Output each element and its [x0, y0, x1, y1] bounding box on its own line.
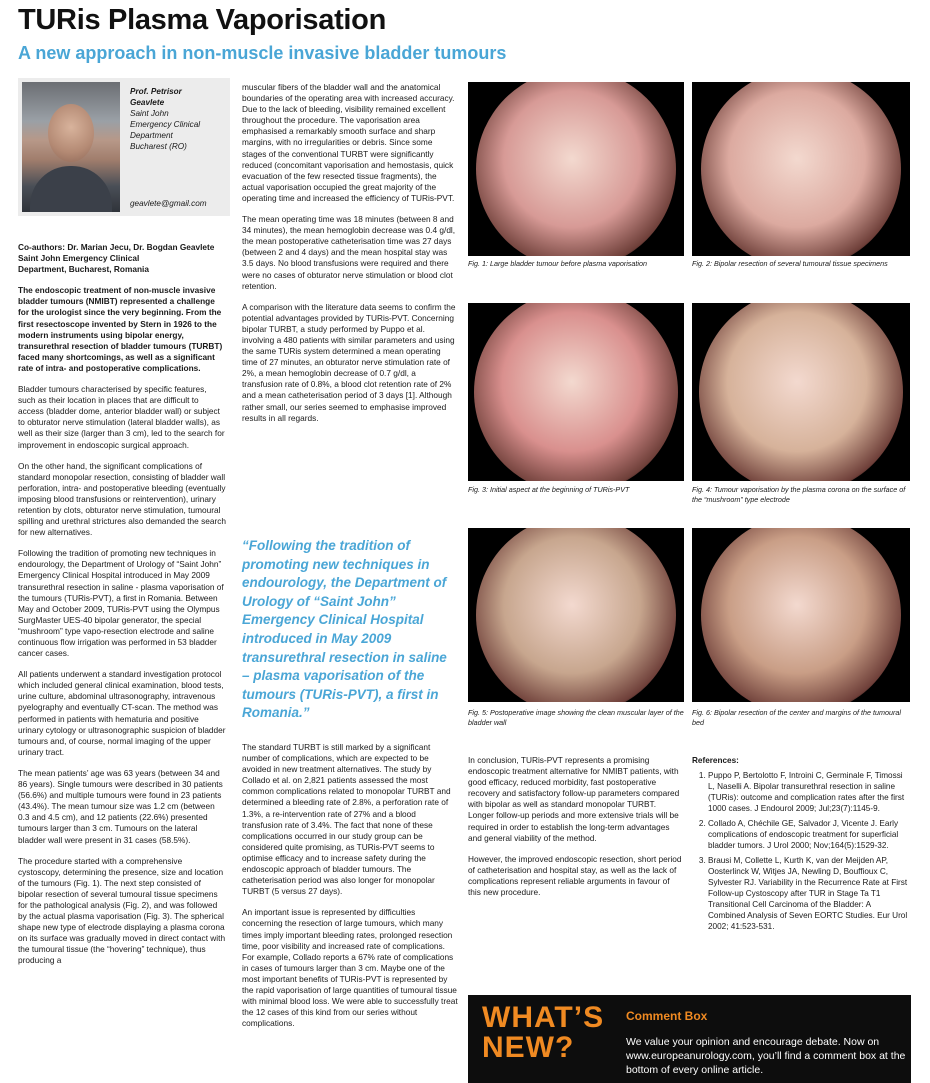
author-affiliation-line: Saint John [130, 109, 169, 118]
body-paragraph: Bladder tumours characterised by specific features, such as their location in places that are difficult to access (bladder dome, anterior bladder wall) or subject to obturator nerve stimulation (lateral bladder walls), as well as their size (larger than 3 cm), led to the search for improvement in endoscopic surgical approach. [18, 384, 225, 450]
logo-line: NEW? [482, 1031, 575, 1064]
body-paragraph: Following the tradition of promoting new techniques in endourology, the Department of Urology of “Saint John” Emergency Clinical Hospital introduced in May 2009 transurethral resection in saline - plasma vaporisation of the tumours (TURis-PVT), a first in Romania. Between May and October 2009, TURis-PVT using the Olympus SurgMaster UES-40 bipolar generator, the special “mushroom” type vapo-resection electrode and saline continuous flow irrigation was performed in 53 bladder cancer cases. [18, 548, 224, 659]
figure-caption: Fig. 3: Initial aspect at the beginning of TURis-PVT [468, 485, 630, 494]
figure-caption: Fig. 1: Large bladder tumour before plasma vaporisation [468, 259, 647, 268]
body-paragraph: The standard TURBT is still marked by a significant number of complications, which are expected to be avoided in new treatment alternatives. The study by Collado et al. on 2,821 patients assessed the most common complications related to monopolar TURBT and determined a bleeding rate of 2.8%, a perforation rate of 1.3%, a re-intervention rate of 27% and a blood transfusion rate of 3.4%. The fact that none of these complications occurred in our study group can be considered quite promising, as TURis-PVT seems to optimise efficacy and to increase safety during the endoscopic approach of bladder tumours. The catheterisation period was also longer for monopolar TURBT (5 versus 27 days). [242, 742, 451, 897]
endoscopic-figure-image [692, 82, 910, 256]
body-paragraph: On the other hand, the significant complications of standard monopolar resection, consisting of bladder wall perforation, intra- and postoperative bleeding (eventually imposing blood transfusions or reintervention), urinary retention by clots, obturator nerve stimulation, tumoural spilling and urethral strictures also demanded the search for new alternatives. [18, 460, 226, 538]
comment-box-heading: Comment Box [626, 1009, 708, 1023]
comment-box-text: We value your opinion and encourage debate. Now on www.europeanurology.com, you’ll find a comment box at the bottom of every online article. [626, 1036, 906, 1076]
body-paragraph: The procedure started with a comprehensive cystoscopy, determining the presence, size and location of the tumours (Fig. 1). The next step consisted of bipolar resection of several tumoural tissue specimens for the pathological analysis (Fig. 2), and was followed by the actual plasma vaporisation (Fig. 3). The spherical shape new type of electrode displaying a plasma corona on its surface was gradually moved in direct contact with the tumoural tissue (the “hovering” technique), thus producing a [18, 855, 226, 966]
reference-item: 3. Brausi M, Collette L, Kurth K, van der Meijden AP, Oosterlinck W, Witjes JA, Newling D, Bouffioux C, Sylvester RJ. Variability in the Recurrence Rate at First Follow-up Cystoscopy after TUR in Stage Ta T1 Transitional Cell Carcinoma of the Bladder: A Combined Analysis of Seven EORTC Studies. Eur Urol 2002; 41:523-531. [708, 855, 910, 932]
whats-new-logo [482, 1003, 604, 1063]
figure-caption: Fig. 4: Tumour vaporisation by the plasma corona on the surface of the “mushroom” type electrode [692, 485, 906, 504]
column-1 [18, 242, 226, 977]
endoscopic-figure-image [468, 82, 684, 256]
references [692, 755, 910, 936]
body-paragraph: All patients underwent a standard investigation protocol which included general clinical examination, blood tests, urine culture, abdominal ultrasonography, intravenous pyelography and eventually CT-scan. The method was performed in patients with hematuria and positive urinary cytology or ultrasonographic suspicion of bladder tumours and, of course, normal imaging of the upper urinary tract. [18, 669, 226, 757]
body-paragraph: In conclusion, TURis-PVT represents a promising endoscopic treatment alternative for NMIBT patients, with good efficacy, reduced morbidity, fast postoperative recovery and satisfactory follow-up parameters compared with bipolar as well as standard monopolar TURBT. Longer follow-up periods and more extensive trials will be required in order to establish the long-term advantages and general viability of the method. [468, 755, 680, 843]
article-title: TURis Plasma Vaporisation [18, 4, 387, 36]
author-affiliation-line: Emergency Clinical [130, 120, 201, 129]
body-paragraph: The mean operating time was 18 minutes (between 8 and 34 minutes), the mean hemoglobin decrease was 0.4 g/dl, the mean postoperative catheterisation time was 27 days (between 2 and 4 days) and the mean hospital stay was 3.5 days. No blood transfusions were required and there were no cases of obturator nerve stimulation or blood clot retention. [242, 214, 456, 291]
endoscopic-figure-image [692, 528, 910, 702]
endoscopic-figure-image [468, 303, 684, 481]
whats-new-banner[interactable] [468, 995, 911, 1083]
article-subtitle: A new approach in non-muscle invasive bladder tumours [18, 43, 507, 63]
author-email-link[interactable]: geavlete@gmail.com [130, 199, 207, 208]
author-affiliation-line: Bucharest (RO) [130, 142, 187, 151]
body-paragraph: The mean patients’ age was 63 years (between 34 and 86 years). Single tumours were described in 30 patients (56.6%) and multiple tumours were found in 23 patients (43.4%). The mean tumour size was 1.2 cm (between 0.3 and 4.5 cm), and 12 patients (22.6%) presented tumours larger than 3 cm. Tumours on the lateral bladder wall were present in 31 cases (58.5%). [18, 767, 223, 845]
references-heading: References: [692, 756, 739, 765]
author-photo [22, 82, 120, 212]
author-info [130, 86, 226, 208]
endoscopic-figure-image [468, 528, 684, 702]
coauthors-line: Saint John Emergency Clinical [18, 253, 140, 264]
logo-line: WHAT’S [482, 1001, 605, 1034]
reference-item: 1. Puppo P, Bertolotto F, Introini C, Germinale F, Timossi L, Naselli A. Bipolar transurethral resection in saline (TURis): outcome and complication rates after the first 1000 cases. J Endourol 2009; Jul;23(7):1145-9. [708, 770, 910, 814]
author-affiliation-line: Department [130, 131, 173, 140]
column-2-bottom [242, 742, 458, 1039]
author-surname: Geavlete [130, 98, 165, 107]
author-name: Prof. Petrisor [130, 87, 182, 96]
reference-item: 2. Collado A, Chéchile GE, Salvador J, Vicente J. Early complications of endoscopic treatment for superficial bladder tumors. J Urol 2000; Nov;164(5):1529-32. [708, 818, 910, 851]
body-paragraph: An important issue is represented by difficulties concerning the resection of large tumours, which many times imply important bleeding rates, prolonged resection time, poor visibility and increased rate of complications. For example, Collado reports a 67% rate of complications in cases of tumours larger than 3 cm. Maybe one of the most important benefits of TURis-PVT is represented by the rapid vaporisation of large quantities of tumoural tissue with minimal blood loss. We were able to successfully treat the 12 cases of this kind from our series without complications. [242, 907, 458, 1029]
pull-quote: “Following the tradition of promoting new techniques in endourology, the Department of Urology of “Saint John” Emergency Clinical Hospital introduced in May 2009 transurethral resection in saline – plasma vaporisation of the tumours (TURis-PVT), a first in Romania.” [242, 538, 447, 721]
body-paragraph: muscular fibers of the bladder wall and the anatomical boundaries of the operating area with increased accuracy. Due to the lack of bleeding, visibility remained excellent throughout the procedure. The vaporisation area emphasised a remarkably smooth surface and sharp margins, with no irregularities or debris. Since some stages of the conventional TURBT were significantly reduced (concomitant vaporisation and hemostasis, quick evacuation of the few resected tissue fragments), the actual vaporisation occupied the great majority of the operating time and increased the efficiency of TURis-PVT. [242, 82, 455, 203]
coauthors-line: Co-authors: Dr. Marian Jecu, Dr. Bogdan Geavlete [18, 242, 215, 252]
figure-caption: Fig. 6: Bipolar resection of the center and margins of the tumoural bed [692, 708, 901, 727]
body-paragraph: A comparison with the literature data seems to confirm the potential advantages provided by TURis-PVT. Concerning bipolar TURBT, a study performed by Puppo et al. involving a 480 patients with similar parameters and using the same TURis system determined a mean operating time of 27 minutes, an obturator nerve stimulation rate of 2%, a mean hemoglobin decrease of 0.7 g/dl, a transfusion rate of 0.8%, a blood clot retention rate of 2% and a mean catheterisation period of 3 days [1]. Although rather small, our series seemed to emphasise improved results in all regards. [242, 301, 456, 423]
endoscopic-figure-image [692, 303, 910, 481]
column-2-top [242, 82, 458, 434]
body-paragraph: The endoscopic treatment of non-muscle invasive bladder tumours (NMIBT) represented a challenge for the urologist since the very beginning. From the first resectoscope invented by Stern in 1926 to the modern instruments using bipolar energy, transurethral resection of bladder tumours (TURBT) faced many shortcomings, as well as a significant rate of intra- and postoperative complications. [18, 285, 223, 373]
figure-caption: Fig. 2: Bipolar resection of several tumoural tissue specimens [692, 259, 888, 268]
figure-caption: Fig. 5: Postoperative image showing the clean muscular layer of the bladder wall [468, 708, 684, 727]
column-3 [468, 755, 684, 908]
body-paragraph: However, the improved endoscopic resection, short period of catheterisation and hospital stay, as well as the lack of complications represent reliable arguments in favour of this new procedure. [468, 853, 682, 898]
coauthors-line: Department, Bucharest, Romania [18, 264, 149, 275]
